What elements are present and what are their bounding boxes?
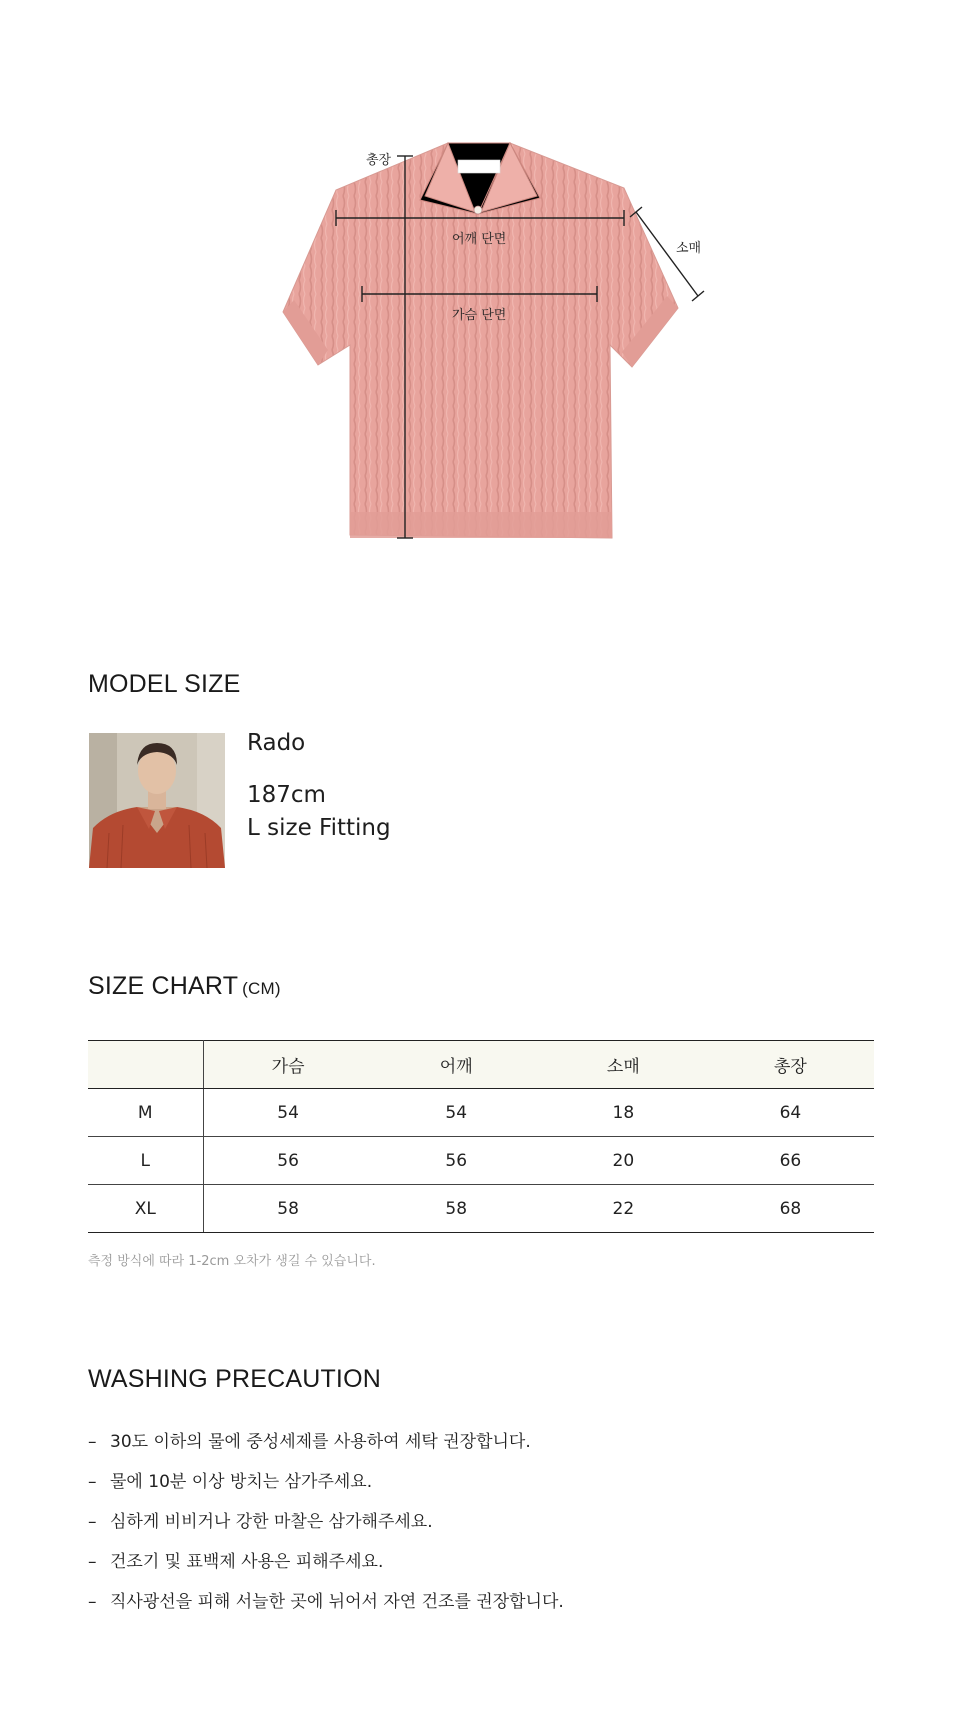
sleeve-label: 소매 [676,241,702,256]
list-dash: – [88,1552,97,1572]
shirt-illustration [0,0,960,560]
size-note: 측정 방식에 따라 1-2cm 오차가 생길 수 있습니다. [88,1254,376,1269]
shirt-button [474,206,482,214]
size-table [88,1040,874,1233]
size-chart-title-text: SIZE CHART [88,972,239,1000]
length-label: 총장 [366,153,392,168]
list-item [88,1422,564,1462]
list-item-text: 30도 이하의 물에 중성세제를 사용하여 세탁 권장합니다. [110,1432,531,1452]
table-cell: 66 [707,1137,874,1185]
table-row [88,1185,874,1233]
table-header-chest: 가슴 [203,1041,373,1089]
list-item [88,1502,564,1542]
shirt-hem [350,512,612,538]
table-cell: 56 [373,1137,540,1185]
size-chart-title [88,972,281,1001]
neck-label [458,160,500,173]
list-item-text: 건조기 및 표백제 사용은 피해주세요. [110,1552,384,1572]
model-name: Rado [247,730,306,756]
model-photo [89,733,225,868]
table-header-size [88,1041,203,1089]
list-dash: – [88,1592,97,1612]
list-item-text: 직사광선을 피해 서늘한 곳에 뉘어서 자연 건조를 권장합니다. [110,1592,564,1612]
table-cell: 22 [540,1185,707,1233]
table-header-shoulder: 어깨 [373,1041,540,1089]
list-item-text: 물에 10분 이상 방치는 삼가주세요. [110,1472,373,1492]
list-dash: – [88,1512,97,1532]
washing-title: WASHING PRECAUTION [88,1365,381,1393]
model-fit: L size Fitting [247,815,391,841]
shoulder-label: 어깨 단면 [452,232,507,247]
table-header-row [88,1041,874,1089]
list-item [88,1542,564,1582]
list-dash: – [88,1472,97,1492]
table-cell: 18 [540,1089,707,1137]
table-header-length: 총장 [707,1041,874,1089]
list-item [88,1582,564,1622]
table-cell: 54 [203,1089,373,1137]
table-cell: 56 [203,1137,373,1185]
chest-label: 가슴 단면 [452,308,507,323]
size-diagram [0,0,960,560]
table-cell-size: L [88,1137,203,1185]
list-item-text: 심하게 비비거나 강한 마찰은 삼가해주세요. [110,1512,433,1532]
list-dash: – [88,1432,97,1452]
table-cell-size: XL [88,1185,203,1233]
table-cell-size: M [88,1089,203,1137]
washing-list [88,1422,564,1622]
model-height: 187cm [247,782,326,808]
list-item [88,1462,564,1502]
table-cell: 20 [540,1137,707,1185]
table-cell: 58 [203,1185,373,1233]
table-row [88,1137,874,1185]
table-cell: 64 [707,1089,874,1137]
table-row [88,1089,874,1137]
size-chart-unit: (CM) [242,979,281,998]
table-cell: 58 [373,1185,540,1233]
table-header-sleeve: 소매 [540,1041,707,1089]
table-cell: 54 [373,1089,540,1137]
model-size-title: MODEL SIZE [88,670,241,698]
table-cell: 68 [707,1185,874,1233]
